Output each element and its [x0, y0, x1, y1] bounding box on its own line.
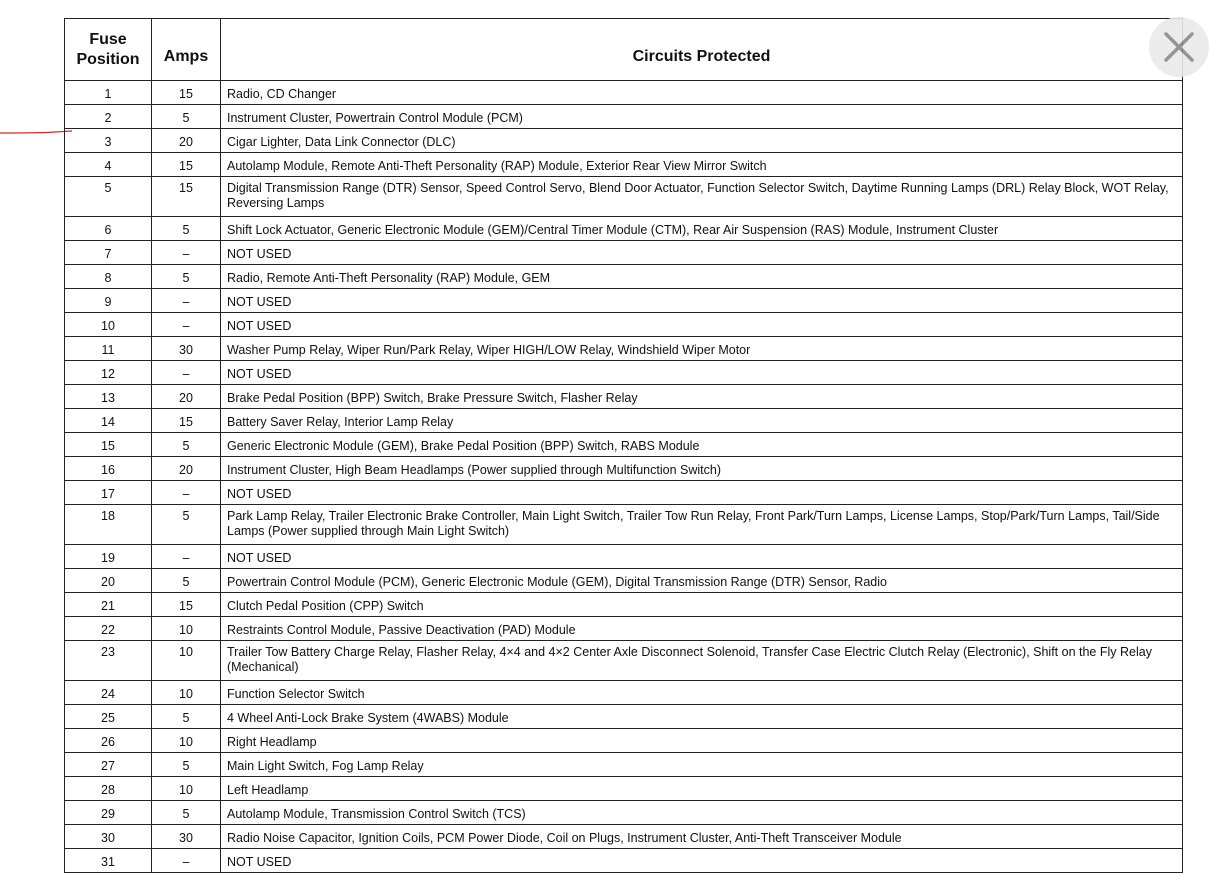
- table-row: [65, 313, 1183, 337]
- table-row: [65, 361, 1183, 385]
- fuse-position-cell: 30: [65, 825, 152, 849]
- circuits-cell: Radio Noise Capacitor, Ignition Coils, PCM Power Diode, Coil on Plugs, Instrument Cluster, Anti-Theft Transceiver Module: [221, 825, 1183, 849]
- amps-cell: 15: [152, 81, 221, 105]
- amps-cell: 5: [152, 265, 221, 289]
- fuse-position-cell: 2: [65, 105, 152, 129]
- amps-cell: 10: [152, 681, 221, 705]
- circuits-cell: Battery Saver Relay, Interior Lamp Relay: [221, 409, 1183, 433]
- circuits-cell: Brake Pedal Position (BPP) Switch, Brake Pressure Switch, Flasher Relay: [221, 385, 1183, 409]
- amps-cell: 10: [152, 729, 221, 753]
- fuse-position-cell: 21: [65, 593, 152, 617]
- circuits-cell: Right Headlamp: [221, 729, 1183, 753]
- fuse-position-cell: 1: [65, 81, 152, 105]
- fuse-position-cell: 10: [65, 313, 152, 337]
- table-row: [65, 265, 1183, 289]
- circuits-cell: NOT USED: [221, 481, 1183, 505]
- table-row: [65, 753, 1183, 777]
- amps-cell: 30: [152, 337, 221, 361]
- fuse-position-cell: 19: [65, 545, 152, 569]
- amps-cell: –: [152, 849, 221, 873]
- amps-cell: 10: [152, 777, 221, 801]
- circuits-cell: NOT USED: [221, 361, 1183, 385]
- amps-cell: 5: [152, 569, 221, 593]
- fuse-position-cell: 16: [65, 457, 152, 481]
- fuse-position-cell: 6: [65, 217, 152, 241]
- table-row: [65, 177, 1183, 217]
- amps-cell: 10: [152, 617, 221, 641]
- circuits-cell: Instrument Cluster, High Beam Headlamps (Power supplied through Multifunction Switch): [221, 457, 1183, 481]
- table-row: [65, 849, 1183, 873]
- fuse-position-cell: 23: [65, 641, 152, 681]
- fuse-position-cell: 8: [65, 265, 152, 289]
- table-row: [65, 241, 1183, 265]
- table-row: [65, 409, 1183, 433]
- fuse-position-cell: 14: [65, 409, 152, 433]
- amps-cell: 15: [152, 593, 221, 617]
- amps-cell: –: [152, 289, 221, 313]
- header-fuse-position: Fuse Position: [65, 19, 152, 81]
- fuse-position-cell: 31: [65, 849, 152, 873]
- table-row: [65, 481, 1183, 505]
- fuse-position-cell: 5: [65, 177, 152, 217]
- table-row: [65, 545, 1183, 569]
- fuse-position-cell: 4: [65, 153, 152, 177]
- table-row: [65, 433, 1183, 457]
- circuits-cell: Radio, Remote Anti-Theft Personality (RAP) Module, GEM: [221, 265, 1183, 289]
- table-row: [65, 385, 1183, 409]
- amps-cell: 20: [152, 385, 221, 409]
- fuse-position-cell: 3: [65, 129, 152, 153]
- header-circuits-protected: Circuits Protected: [221, 19, 1183, 81]
- table-row: [65, 457, 1183, 481]
- circuits-cell: Shift Lock Actuator, Generic Electronic Module (GEM)/Central Timer Module (CTM), Rear Air Suspension (RAS) Module, Instrument Cluster: [221, 217, 1183, 241]
- table-row: [65, 217, 1183, 241]
- circuits-cell: Instrument Cluster, Powertrain Control Module (PCM): [221, 105, 1183, 129]
- header-amps: Amps: [152, 19, 221, 81]
- circuits-cell: Powertrain Control Module (PCM), Generic Electronic Module (GEM), Digital Transmission Range (DTR) Sensor, Radio: [221, 569, 1183, 593]
- table-row: [65, 641, 1183, 681]
- fuse-position-cell: 13: [65, 385, 152, 409]
- circuits-cell: Autolamp Module, Transmission Control Switch (TCS): [221, 801, 1183, 825]
- amps-cell: 5: [152, 217, 221, 241]
- circuits-cell: Left Headlamp: [221, 777, 1183, 801]
- close-icon: [1163, 31, 1195, 63]
- amps-cell: –: [152, 361, 221, 385]
- table-row: [65, 825, 1183, 849]
- circuits-cell: Park Lamp Relay, Trailer Electronic Brake Controller, Main Light Switch, Trailer Tow Run Relay, Front Park/Turn Lamps, License Lamps, Stop/Park/Turn Lamps, Tail/Side Lamps (Power supplied through Main Light Switch): [221, 505, 1183, 545]
- circuits-cell: Autolamp Module, Remote Anti-Theft Personality (RAP) Module, Exterior Rear View Mirror Switch: [221, 153, 1183, 177]
- circuits-cell: NOT USED: [221, 289, 1183, 313]
- circuits-cell: NOT USED: [221, 313, 1183, 337]
- table-row: [65, 617, 1183, 641]
- circuits-cell: Restraints Control Module, Passive Deactivation (PAD) Module: [221, 617, 1183, 641]
- fuse-position-cell: 18: [65, 505, 152, 545]
- circuits-cell: NOT USED: [221, 241, 1183, 265]
- fuse-position-cell: 27: [65, 753, 152, 777]
- circuits-cell: 4 Wheel Anti-Lock Brake System (4WABS) Module: [221, 705, 1183, 729]
- table-row: [65, 337, 1183, 361]
- fuse-position-cell: 22: [65, 617, 152, 641]
- circuits-cell: NOT USED: [221, 545, 1183, 569]
- amps-cell: 10: [152, 641, 221, 681]
- amps-cell: 5: [152, 505, 221, 545]
- amps-cell: –: [152, 481, 221, 505]
- fuse-position-cell: 17: [65, 481, 152, 505]
- amps-cell: 5: [152, 105, 221, 129]
- close-button[interactable]: [1149, 17, 1209, 77]
- fuse-position-cell: 9: [65, 289, 152, 313]
- table-row: [65, 105, 1183, 129]
- table-row: [65, 777, 1183, 801]
- table-row: [65, 705, 1183, 729]
- amps-cell: 15: [152, 177, 221, 217]
- circuits-cell: Function Selector Switch: [221, 681, 1183, 705]
- table-row: [65, 289, 1183, 313]
- amps-cell: –: [152, 313, 221, 337]
- fuse-position-cell: 24: [65, 681, 152, 705]
- fuse-position-cell: 26: [65, 729, 152, 753]
- amps-cell: 15: [152, 153, 221, 177]
- fuse-position-cell: 15: [65, 433, 152, 457]
- fuse-position-cell: 7: [65, 241, 152, 265]
- red-annotation-mark: [0, 129, 72, 135]
- circuits-cell: Trailer Tow Battery Charge Relay, Flasher Relay, 4×4 and 4×2 Center Axle Disconnect Solenoid, Transfer Case Electric Clutch Relay (Electronic), Shift on the Fly Relay (Mechanical): [221, 641, 1183, 681]
- table-row: [65, 153, 1183, 177]
- amps-cell: 30: [152, 825, 221, 849]
- amps-cell: 20: [152, 457, 221, 481]
- table-row: [65, 81, 1183, 105]
- amps-cell: 15: [152, 409, 221, 433]
- circuits-cell: Cigar Lighter, Data Link Connector (DLC): [221, 129, 1183, 153]
- circuits-cell: Radio, CD Changer: [221, 81, 1183, 105]
- table-row: [65, 505, 1183, 545]
- circuits-cell: Washer Pump Relay, Wiper Run/Park Relay, Wiper HIGH/LOW Relay, Windshield Wiper Motor: [221, 337, 1183, 361]
- amps-cell: 20: [152, 129, 221, 153]
- circuits-cell: Clutch Pedal Position (CPP) Switch: [221, 593, 1183, 617]
- circuits-cell: Main Light Switch, Fog Lamp Relay: [221, 753, 1183, 777]
- amps-cell: 5: [152, 753, 221, 777]
- fuse-position-cell: 20: [65, 569, 152, 593]
- amps-cell: 5: [152, 433, 221, 457]
- circuits-cell: Generic Electronic Module (GEM), Brake Pedal Position (BPP) Switch, RABS Module: [221, 433, 1183, 457]
- table-row: [65, 681, 1183, 705]
- fuse-position-cell: 11: [65, 337, 152, 361]
- amps-cell: –: [152, 241, 221, 265]
- table-header-row: [65, 19, 1183, 81]
- table-row: [65, 569, 1183, 593]
- fuse-position-cell: 28: [65, 777, 152, 801]
- table-row: [65, 801, 1183, 825]
- table-row: [65, 593, 1183, 617]
- amps-cell: –: [152, 545, 221, 569]
- fuse-table: [64, 18, 1183, 873]
- circuits-cell: Digital Transmission Range (DTR) Sensor, Speed Control Servo, Blend Door Actuator, Function Selector Switch, Daytime Running Lamps (DRL) Relay Block, WOT Relay, Reversing Lamps: [221, 177, 1183, 217]
- table-row: [65, 729, 1183, 753]
- table-row: [65, 129, 1183, 153]
- fuse-position-cell: 25: [65, 705, 152, 729]
- amps-cell: 5: [152, 801, 221, 825]
- circuits-cell: NOT USED: [221, 849, 1183, 873]
- fuse-position-cell: 29: [65, 801, 152, 825]
- amps-cell: 5: [152, 705, 221, 729]
- fuse-position-cell: 12: [65, 361, 152, 385]
